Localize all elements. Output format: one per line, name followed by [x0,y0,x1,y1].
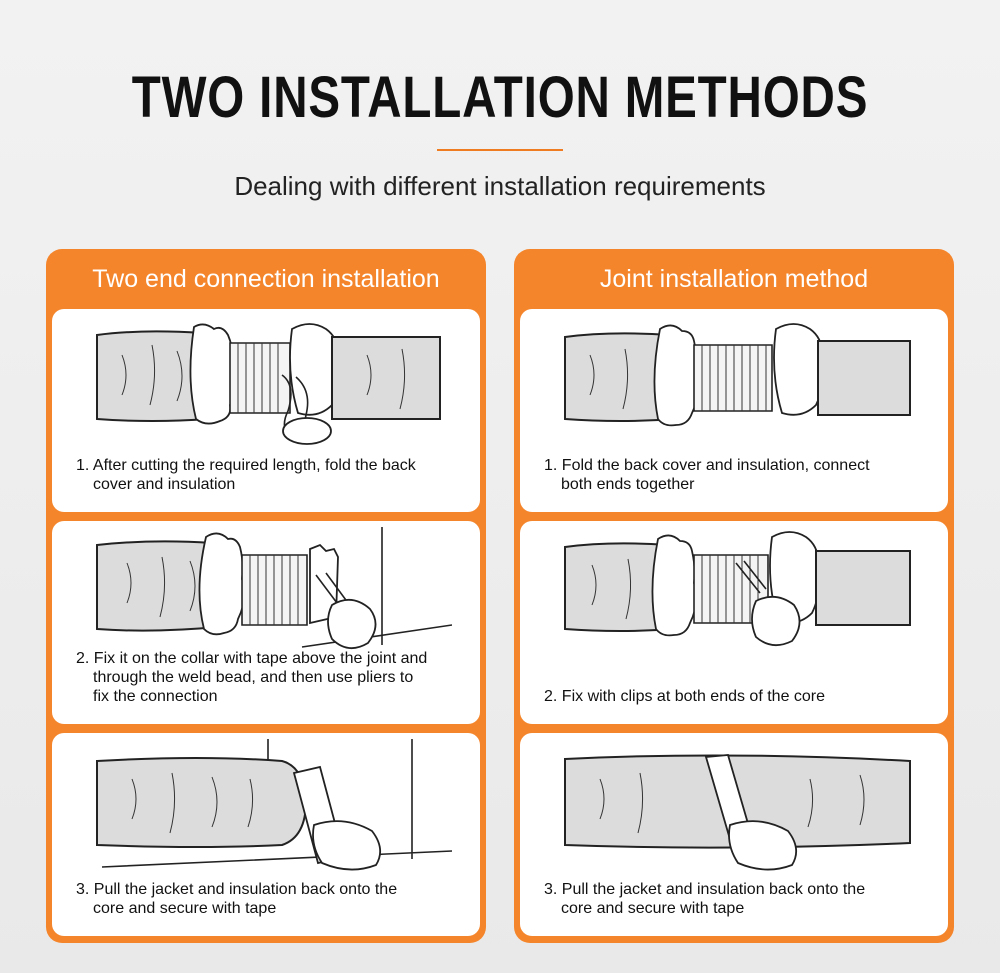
title-divider [437,149,563,151]
step-card-2 [52,521,480,724]
step-description: 1. After cutting the required length, fold the back cover and insulation [76,457,416,493]
page-title: TWO INSTALLATION METHODS [131,65,869,130]
joint-installation-panel [514,249,954,943]
step-card-3 [52,733,480,936]
step-card-2 [520,521,948,724]
step-card-3 [520,733,948,936]
step-description: 3. Pull the jacket and insulation back onto the core and secure with tape [544,881,866,917]
step-description: 3. Pull the jacket and insulation back onto the core and secure with tape [76,881,398,917]
step-description: 1. Fold the back cover and insulation, connect both ends together [544,457,870,493]
folded-duct-pliers-illustration [82,315,452,447]
collar-tape-illustration [82,527,452,659]
joined-core-illustration [550,315,920,447]
clip-core-illustration [550,527,920,659]
step-card-1 [52,309,480,512]
pull-jacket-tape-illustration [550,739,920,871]
pull-jacket-tape-illustration [82,739,452,871]
step-description: 2. Fix it on the collar with tape above the joint and through the weld bead, and then use pliers to fix the connection [76,650,428,705]
panel-title: Joint installation method [599,265,869,293]
panel-title: Two end connection installation [92,265,440,293]
step-card-1 [520,309,948,512]
page-subtitle: Dealing with different installation requirements [234,171,766,201]
step-description: 2. Fix with clips at both ends of the core [544,688,826,705]
two-end-connection-panel [46,249,486,943]
